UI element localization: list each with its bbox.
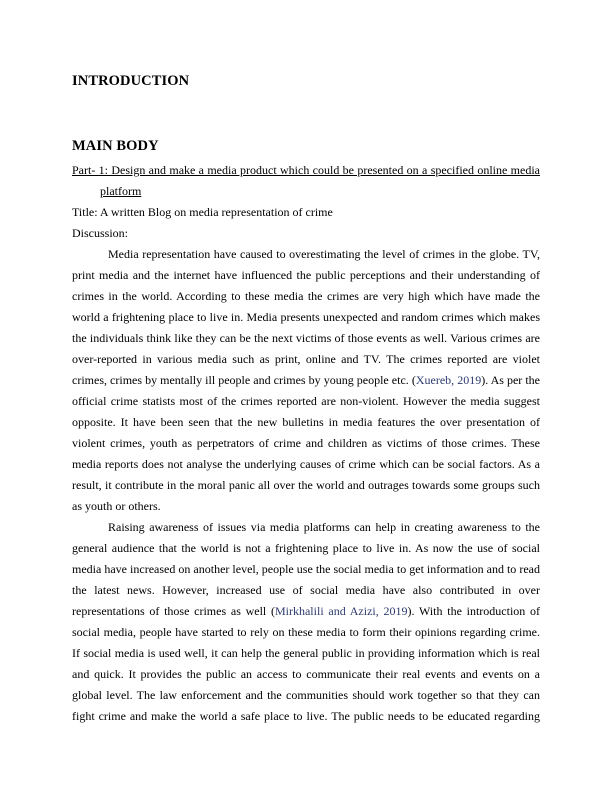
paragraph-2-line: social media, people have started to rely on these media to form their opinions regarding crime. [72,625,540,639]
paragraph-2-line: Raising awareness of issues via media platforms can help in creating awareness to the [108,520,540,534]
paragraph-2-line [72,604,540,618]
paragraph-1-line: world a frightening place to live in. Media presents unexpected and random crimes which makes [72,310,540,324]
paragraph-1-line: opposite. It have been seen that the new bulletins in media features the over presentation of [72,415,540,429]
paragraph-2-line: general audience that the world is not a frightening place to live in. As now the use of social [72,541,540,555]
paragraph-1-line: print media and the internet have influenced the public perceptions and their understanding of [72,268,540,282]
paragraph-1-line: crimes in the world. According to these media the crimes are very high which have made the [72,289,540,303]
paragraph-1-line: over-reported in various media such as print, online and TV. The crimes reported are violet [72,352,540,366]
heading-main-body: MAIN BODY [72,138,159,154]
paragraph-2-line: the latest news. However, increased use of social media have also contributed in over [72,583,540,597]
paragraph-1-line: media reports does not analyse the underlying causes of crime which can be social factors. As a [72,457,540,471]
paragraph-1-line: official crime statists most of the crimes reported are non-violent. However the media suggest [72,394,540,408]
paragraph-2-line: global level. The law enforcement and the communities should work together so that they can [72,688,540,702]
text-segment: ). With the introduction of [407,604,541,618]
paragraph-2-line: If social media is used well, it can help the general public in providing information which is real [72,646,540,660]
paragraph-1-line: violent crimes, youth as perpetrators of crime and children as victims of those crimes. These [72,436,540,450]
paragraph-2-line: media have increased on another level, people use the social media to get information and to read [72,562,540,576]
blog-title: Title: A written Blog on media representation of crime [72,205,333,219]
paragraph-1-line [72,373,540,387]
paragraph-1-line: as youth or others. [72,499,161,513]
paragraph-1-line: Media representation have caused to overestimating the level of crimes in the globe. TV, [108,247,540,261]
discussion-label: Discussion: [72,226,129,240]
paragraph-2-line: and quick. It provides the public an access to communicate their real events and events on a [72,667,540,681]
citation-xuereb: Xuereb, 2019 [415,373,482,387]
part-heading-line-2: platform [100,184,142,198]
paragraph-1-line: the individuals think like they can be the next victims of those events as well. Various crimes are [72,331,540,345]
text-segment: crimes, crimes by mentally ill people and crimes by young people etc. ( [72,373,416,387]
paragraph-2-line: fight crime and make the world a safe place to live. The public needs to be educated regarding [72,709,540,723]
text-segment: ). As per the [481,373,541,387]
text-segment: representations of those crimes as well ( [72,604,275,618]
paragraph-1-line: result, it contribute in the moral panic all over the world and outrages towards some groups such [72,478,540,492]
heading-introduction: INTRODUCTION [72,73,190,89]
part-heading-line-1: Part- 1: Design and make a media product which could be presented on a specified online media [72,163,540,177]
citation-mirkhalili-azizi: Mirkhalili and Azizi, 2019 [274,604,408,618]
